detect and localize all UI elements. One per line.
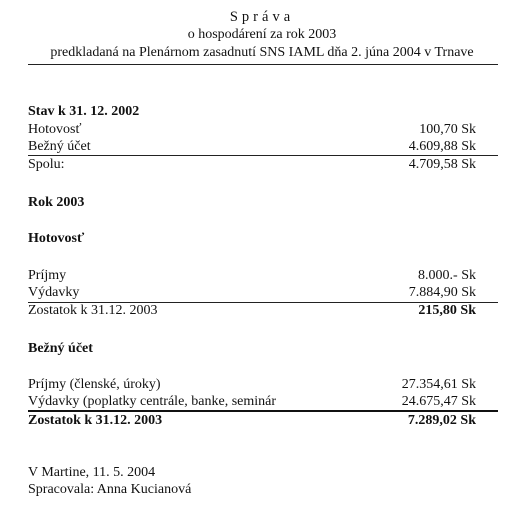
header-divider bbox=[28, 64, 498, 65]
total-value: 7.289,02 Sk bbox=[407, 413, 476, 428]
total-label: Zostatok k 31.12. 2003 bbox=[28, 413, 163, 428]
total-value: 215,80 Sk bbox=[418, 303, 476, 318]
author: Spracovala: Anna Kucianová bbox=[28, 482, 192, 497]
row-label: Bežný účet bbox=[28, 139, 91, 154]
row-value: 24.675,47 Sk bbox=[401, 394, 476, 409]
row-label: Výdavky bbox=[28, 285, 80, 300]
place-date: V Martine, 11. 5. 2004 bbox=[28, 465, 156, 480]
total-value: 4.709,58 Sk bbox=[408, 157, 476, 172]
total-divider bbox=[28, 410, 498, 412]
section-heading-hotovost: Hotovosť bbox=[28, 231, 85, 246]
total-label: Spolu: bbox=[28, 157, 65, 172]
section-heading-rok: Rok 2003 bbox=[28, 195, 85, 210]
row-label: Výdavky (poplatky centrále, banke, seminár bbox=[28, 394, 277, 409]
total-row bbox=[28, 157, 498, 174]
total-row bbox=[28, 303, 498, 320]
table-row bbox=[28, 285, 498, 302]
table-row bbox=[28, 394, 498, 411]
report-title: Správa bbox=[229, 9, 295, 25]
row-value: 8.000.- Sk bbox=[418, 268, 476, 283]
table-row bbox=[28, 268, 498, 285]
table-row bbox=[28, 139, 498, 156]
total-divider bbox=[28, 155, 498, 156]
report-subtitle-meeting: predkladaná na Plenárnom zasadnutí SNS IAML dňa 2. júna 2004 v Trnave bbox=[50, 45, 474, 60]
table-row bbox=[28, 377, 498, 394]
total-row bbox=[28, 413, 498, 430]
total-label: Zostatok k 31.12. 2003 bbox=[28, 303, 158, 318]
row-value: 7.884,90 Sk bbox=[408, 285, 476, 300]
section-heading-stav: Stav k 31. 12. 2002 bbox=[28, 104, 140, 119]
section-heading-bezny-ucet: Bežný účet bbox=[28, 341, 93, 356]
row-value: 27.354,61 Sk bbox=[401, 377, 476, 392]
table-row bbox=[28, 122, 498, 139]
row-label: Hotovosť bbox=[28, 122, 82, 137]
row-label: Príjmy bbox=[28, 268, 67, 283]
row-value: 4.609,88 Sk bbox=[408, 139, 476, 154]
row-label: Príjmy (členské, úroky) bbox=[28, 377, 161, 392]
row-value: 100,70 Sk bbox=[419, 122, 476, 137]
report-subtitle: o hospodárení za rok 2003 bbox=[187, 27, 337, 42]
